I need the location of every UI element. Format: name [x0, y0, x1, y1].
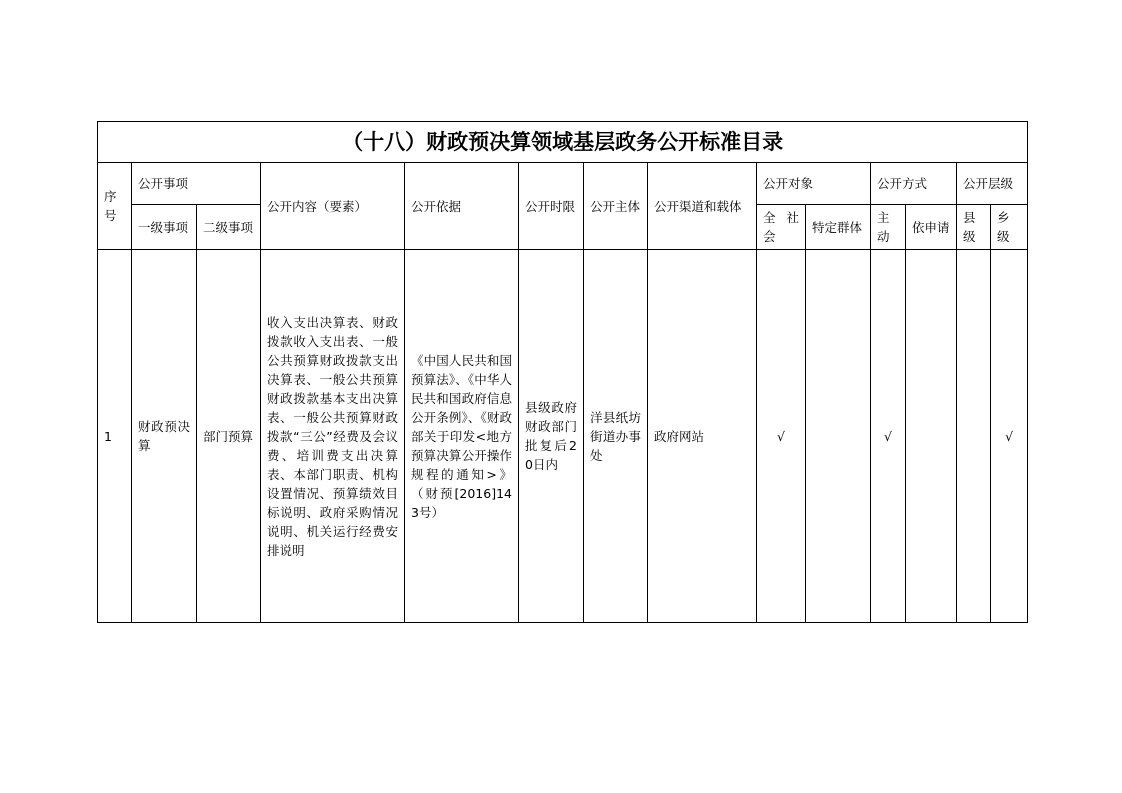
- header-mode: 公开方式: [871, 163, 957, 205]
- row-item-l2: 部门预算: [197, 250, 261, 623]
- row-item-l1: 财政预决算: [132, 250, 197, 623]
- header-level-county: 县级: [957, 205, 991, 250]
- header-mode-request: 依申请: [906, 205, 957, 250]
- row-seq: 1: [98, 250, 132, 623]
- catalog-table: [97, 121, 1028, 623]
- row-subject: 洋县纸坊街道办事处: [584, 250, 648, 623]
- row-target-all-check: √: [757, 250, 806, 623]
- table-row: [98, 250, 1028, 623]
- header-level-township: 乡级: [991, 205, 1028, 250]
- header-item-l2: 二级事项: [197, 205, 261, 250]
- header-seq: 序号: [98, 163, 132, 250]
- header-level: 公开层级: [957, 163, 1028, 205]
- header-target-specific: 特定群体: [806, 205, 871, 250]
- row-mode-request-check: [906, 250, 957, 623]
- row-target-specific-check: [806, 250, 871, 623]
- row-channel: 政府网站: [648, 250, 757, 623]
- page-title: （十八）财政预决算领域基层政务公开标准目录: [98, 122, 1028, 163]
- header-basis: 公开依据: [405, 163, 519, 250]
- row-level-county-check: [957, 250, 991, 623]
- header-channel: 公开渠道和载体: [648, 163, 757, 250]
- header-item: 公开事项: [132, 163, 261, 205]
- row-level-township-check: √: [991, 250, 1028, 623]
- header-target: 公开对象: [757, 163, 871, 205]
- row-time-limit: 县级政府财政部门批复后20日内: [519, 250, 584, 623]
- row-mode-active-check: √: [871, 250, 906, 623]
- row-content: 收入支出决算表、财政拨款收入支出表、一般公共预算财政拨款支出决算表、一般公共预算财政拨款基本支出决算表、一般公共预算财政拨款“三公”经费及会议费、培训费支出决算表、本部门职责、机构设置情况、预算绩效目标说明、政府采购情况说明、机关运行经费安排说明: [261, 250, 405, 623]
- header-time-limit: 公开时限: [519, 163, 584, 250]
- header-subject: 公开主体: [584, 163, 648, 250]
- header-target-all: 全社会: [757, 205, 806, 250]
- row-basis: 《中国人民共和国预算法》、《中华人民共和国政府信息公开条例》、《财政部关于印发<地方预算决算公开操作规程的通知>》（财预[2016]143号）: [405, 250, 519, 623]
- header-item-l1: 一级事项: [132, 205, 197, 250]
- header-content: 公开内容（要素）: [261, 163, 405, 250]
- header-mode-active: 主动: [871, 205, 906, 250]
